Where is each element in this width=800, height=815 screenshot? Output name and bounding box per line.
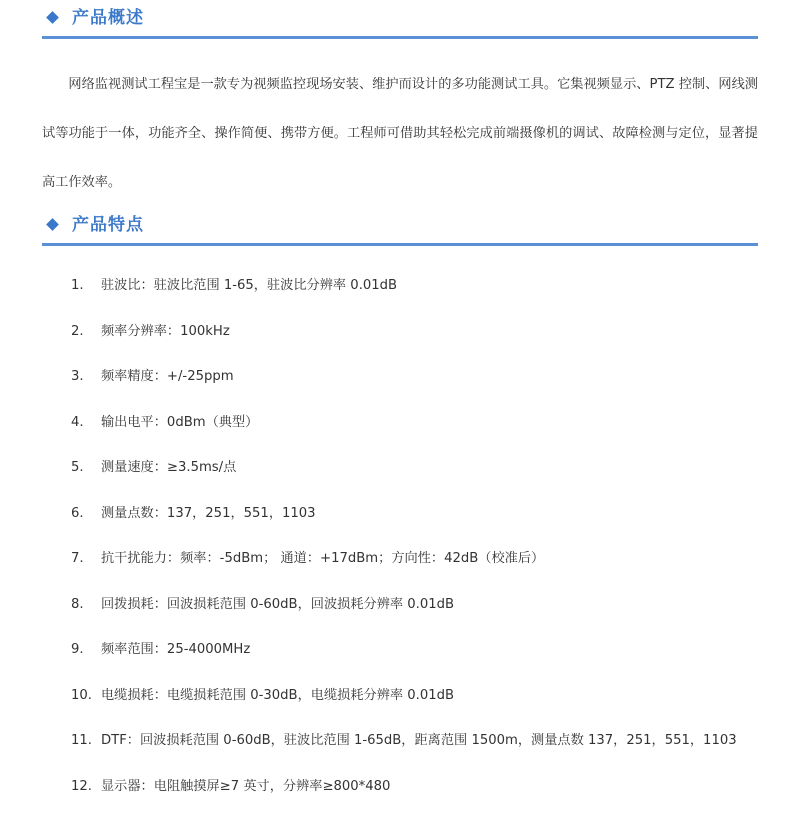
- features-title: 产品特点: [72, 213, 144, 237]
- feature-text: 测量速度：≥3.5ms/点: [101, 451, 236, 485]
- feature-text: 显示器：电阻触摸屏≥7 英寸，分辨率≥800*480: [101, 770, 390, 804]
- diamond-bullet-icon: [46, 11, 59, 24]
- feature-text: 测量点数：137，251，551，1103: [101, 497, 316, 531]
- feature-text: 频率范围：25-4000MHz: [101, 633, 250, 667]
- feature-number: 3.: [71, 360, 97, 394]
- feature-text: 输出电平：0dBm（典型）: [101, 406, 258, 440]
- features-header: [42, 211, 758, 246]
- feature-text: 频率精度：+/-25ppm: [101, 360, 234, 394]
- feature-number: 2.: [71, 315, 97, 349]
- feature-item: [0, 497, 800, 543]
- feature-text: 电缆损耗：电缆损耗范围 0-30dB，电缆损耗分辨率 0.01dB: [101, 679, 454, 713]
- feature-item: [0, 360, 800, 406]
- feature-item: [0, 315, 800, 361]
- overview-header: [42, 4, 758, 39]
- feature-number: 7.: [71, 542, 97, 576]
- feature-number: 6.: [71, 497, 97, 531]
- feature-item: [0, 269, 800, 315]
- feature-number: 8.: [71, 588, 97, 622]
- feature-number: 10.: [71, 679, 97, 713]
- feature-text: DTF：回波损耗范围 0-60dB，驻波比范围 1-65dB，距离范围 1500m，测量点数 137，251，551，1103: [101, 724, 737, 758]
- feature-text: 驻波比：驻波比范围 1-65，驻波比分辨率 0.01dB: [101, 269, 397, 303]
- overview-paragraph: 网络监视测试工程宝是一款专为视频监控现场安装、维护而设计的多功能测试工具。它集视频显示、PTZ 控制、网线测试等功能于一体，功能齐全、操作简便、携带方便。工程师可借助其轻松完成前端摄像机的调试、故障检测与定位，显著提高工作效率。: [42, 60, 758, 207]
- feature-item: [0, 588, 800, 634]
- feature-text: 抗干扰能力：频率：-5dBm； 通道：+17dBm；方向性：42dB（校准后）: [101, 542, 544, 576]
- feature-number: 11.: [71, 724, 97, 758]
- feature-item: [0, 679, 800, 725]
- overview-title: 产品概述: [72, 6, 144, 30]
- feature-number: 12.: [71, 770, 97, 804]
- feature-number: 1.: [71, 269, 97, 303]
- feature-text: 频率分辨率：100kHz: [101, 315, 230, 349]
- feature-number: 9.: [71, 633, 97, 667]
- feature-item: [0, 633, 800, 679]
- feature-item: [0, 542, 800, 588]
- feature-list: [0, 269, 800, 815]
- feature-item: [0, 724, 800, 770]
- feature-item: [0, 451, 800, 497]
- diamond-bullet-icon: [46, 218, 59, 231]
- feature-number: 5.: [71, 451, 97, 485]
- feature-text: 回拨损耗：回波损耗范围 0-60dB，回波损耗分辨率 0.01dB: [101, 588, 454, 622]
- feature-number: 4.: [71, 406, 97, 440]
- feature-item: [0, 406, 800, 452]
- feature-item: [0, 770, 800, 815]
